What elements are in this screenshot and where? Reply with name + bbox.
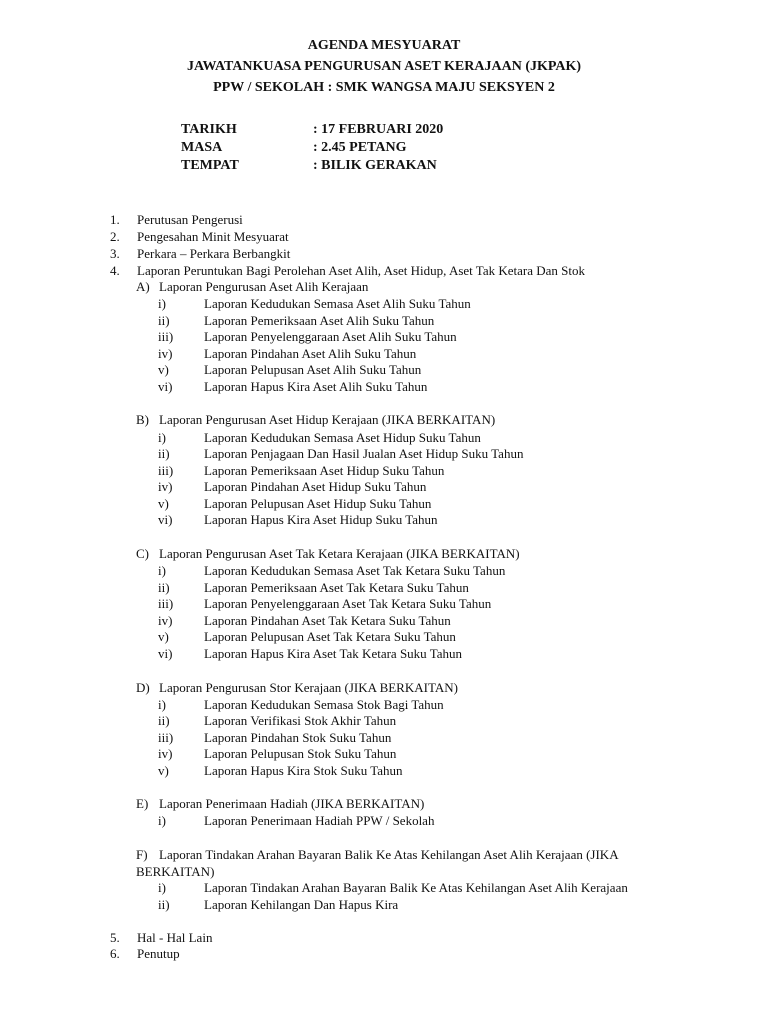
meta-time-label: MASA [181, 140, 223, 155]
meta-place [181, 158, 437, 175]
meta-time-value: : 2.45 PETANG [313, 140, 407, 155]
meta-place-value: : BILIK GERAKAN [313, 158, 437, 173]
title-line-3: PPW / SEKOLAH : SMK WANGSA MAJU SEKSYEN 2 [213, 80, 555, 95]
meta-place-label: TEMPAT [181, 158, 239, 173]
title-line-2: JAWATANKUASA PENGURUSAN ASET KERAJAAN (JKPAK) [186, 59, 582, 74]
meta-time [181, 140, 406, 157]
agenda-document: AGENDA MESYUARAT JAWATANKUASA PENGURUSAN ASET KERAJAAN (JKPAK) PPW / SEKOLAH : SMK WANGSA MAJU SEKSYEN 2 TARIKH : 17 FEBRUARI 2020 MASA : 2.45 PETANG TEMPAT : BILIK GERAKAN 1. Perutusan Pengerusi 2. Pengesahan Minit Mesyuarat 3. Perkara – Perkara Berbangkit 4. Laporan Peruntukan Bagi Perolehan Aset Alih, Aset Hidup, Aset Tak Ketara Dan Stok A) Laporan Pengurusan Aset Alih Kerajaan i) Laporan Kedudukan Semasa Aset Alih Suku Tahun ii) Laporan Pemeriksaan Aset Alih Suku Tahun iii) Laporan Penyelenggaraan Aset Alih Suku Tahun iv) Laporan Pindahan Aset Alih Suku Tahun v) Laporan Pelupusan Aset Alih Suku Tahun vi) Laporan Hapus Kira Aset Alih Suku Tahun B) Laporan Pengurusan Aset Hidup Kerajaan (JIKA BERKAITAN) i) Laporan Kedudukan Semasa Aset Hidup Suku Tahun ii) Laporan Penjagaan Dan Hasil Jualan Aset Hidup Suku Tahun iii) Laporan Pemeriksaan Aset Hidup Suku Tahun iv) Laporan Pindahan Aset Hidup Suku Tahun v) Laporan Pelupusan Aset Hidup Suku Tahun vi) Laporan Hapus Kira Aset Hidup Suku Tahun C) Laporan Pengurusan Aset Tak Ketara Kerajaan (JIKA BERKAITAN) i) Laporan Kedudukan Semasa Aset Tak Ketara Suku Tahun ii) Laporan Pemeriksaan Aset Tak Ketara Suku Tahun iii) Laporan Penyelenggaraan Aset Tak Ketara Suku Tahun iv) Laporan Pindahan Aset Tak Ketara Suku Tahun v) Laporan Pelupusan Aset Tak Ketara Suku Tahun vi) Laporan Hapus Kira Aset Tak Ketara Suku Tahun D) Laporan Pengurusan Stor Kerajaan (JIKA BERKAITAN) i) Laporan Kedudukan Semasa Stok Bagi Tahun ii) Laporan Verifikasi Stok Akhir Tahun iii) Laporan Pindahan Stok Suku Tahun iv) Laporan Pelupusan Stok Suku Tahun v) Laporan Hapus Kira Stok Suku Tahun E) Laporan Penerimaan Hadiah (JIKA BERKAITAN) i) Laporan Penerimaan Hadiah PPW / Sekolah F) Laporan Tindakan Arahan Bayaran Balik Ke Atas Kehilangan Aset Alih Kerajaan (JIKA BERKAITAN) i) Laporan Tindakan Arahan Bayaran Balik Ke Atas Kehilangan Aset Alih Kerajaan ii) Laporan Kehilangan Dan Hapus Kira 5. Hal - Hal Lain 6. Penutup [0, 0, 768, 1024]
meta-date [181, 122, 443, 139]
meta-date-label: TARIKH [181, 122, 237, 137]
title-line-1: AGENDA MESYUARAT [307, 38, 461, 53]
meta-date-value: : 17 FEBRUARI 2020 [313, 122, 444, 137]
